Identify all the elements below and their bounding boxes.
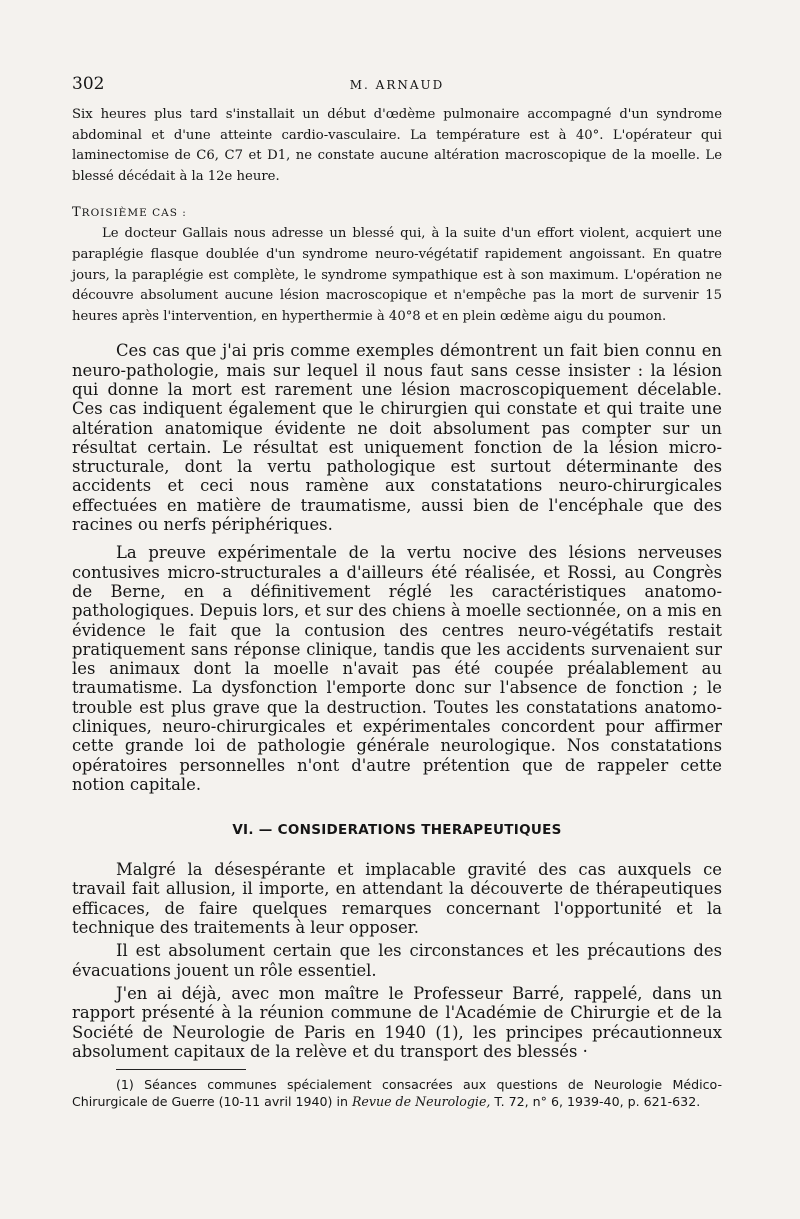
document-page [72, 70, 722, 1110]
section-paragraph-3: J'en ai déjà, avec mon maître le Professeur Barré, rappelé, dans un rapport présenté à la réunion commune de l'Académie de Chirurgie et de la Société de Neurologie de Paris en 1940 (1), les principes précautionneux absolument capitaux de la relève et du transport des blessés · [72, 983, 722, 1061]
section-paragraph-1: Malgré la désespérante et implacable gravité des cas auxquels ce travail fait allusion, il importe, en attendant la découverte de thérapeutiques efficaces, de faire quelques remarques concernant l'opportunité et la technique des traitements à leur opposer. [72, 860, 722, 938]
footnote-rule [116, 1069, 246, 1070]
footnote-journal: Revue de Neurologie, [351, 1094, 491, 1110]
footnote [72, 1076, 722, 1110]
case-three-text: Le docteur Gallais nous adresse un blessé qui, à la suite d'un effort violent, acquiert une paraplégie flasque doublée d'un syndrome neuro-végétatif rapidement angoissant. En quatre jours, la paraplégie est complète, le syndrome sympathique est à son maximum. L'opération ne découvre absolument aucune lésion macroscopique et n'empêche pas la mort de survenir 15 heures après l'intervention, en hyperthermie à 40°8 et en plein œdème aigu du poumon. [72, 226, 722, 324]
running-title: M. ARNAUD [349, 78, 445, 92]
body-paragraph-1: Ces cas que j'ai pris comme exemples démontrent un fait bien connu en neuro-pathologie, mais sur lequel il nous faut sans cesse insister : la lésion qui donne la mort est rarement une lésion macroscopiquement décelable. Ces cas indiquent également que le chirurgien qui constate et qui traite une altération anatomique évidente ne doit absolument pas compter sur un résultat certain. Le résultat est uniquement fonction de la lésion micro-structurale, dont la vertu pathologique est surtout déterminante des accidents et ceci nous ramène aux constatations neuro-chirurgicales effectuées en matière de traumatisme, aussi bien de l'encéphale que des racines ou nerfs périphériques. [72, 341, 722, 535]
footnote-text-before: (1) Séances communes spécialement consacrées aux questions de Neurologie Médico-Chirurgicale de Guerre (10-11 avril 1940) in [72, 1077, 722, 1110]
case-three-heading [72, 205, 722, 220]
page-number: 302 [72, 74, 105, 94]
section-paragraph-2: Il est absolument certain que les circonstances et les précautions des évacuations jouent un rôle essentiel. [72, 941, 722, 980]
case-two-conclusion: Six heures plus tard s'installait un début d'œdème pulmonaire accompagné d'un syndrome abdominal et d'une atteinte cardio-vasculaire. La température est à 40°. L'opérateur qui laminectomise de C6, C7 et D1, ne constate aucune altération macroscopique de la moelle. Le blessé décédait à la 12e heure. [72, 107, 722, 184]
footnote-text-after: T. 72, n° 6, 1939-40, p. 621-632. [490, 1094, 701, 1110]
case-three-heading-rest: ROISIÈME CAS : [81, 207, 187, 220]
case-three-heading-initial: T [72, 205, 82, 221]
running-header [72, 70, 722, 96]
body-paragraph-2: La preuve expérimentale de la vertu nocive des lésions nerveuses contusives micro-structurales a d'ailleurs été réalisée, et Rossi, au Congrès de Berne, en a définitivement réglé les caractéristiques anatomo-pathologiques. Depuis lors, et sur des chiens à moelle sectionnée, on a mis en évidence le fait que la contusion des centres neuro-végétatifs restait pratiquement sans réponse clinique, tandis que les accidents survenaient sur les animaux dont la moelle n'avait pas été coupée préalablement au traumatisme. La dysfonction l'emporte donc sur l'absence de fonction ; le trouble est plus grave que la destruction. Toutes les constatations anatomo-cliniques, neuro-chirurgicales et expérimentales concordent pour affirmer cette grande loi de pathologie générale neurologique. Nos constatations opératoires personnelles n'ont d'autre prétention que de rappeler cette notion capitale. [72, 543, 722, 794]
section-heading: VI. — CONSIDERATIONS THERAPEUTIQUES [232, 822, 562, 839]
